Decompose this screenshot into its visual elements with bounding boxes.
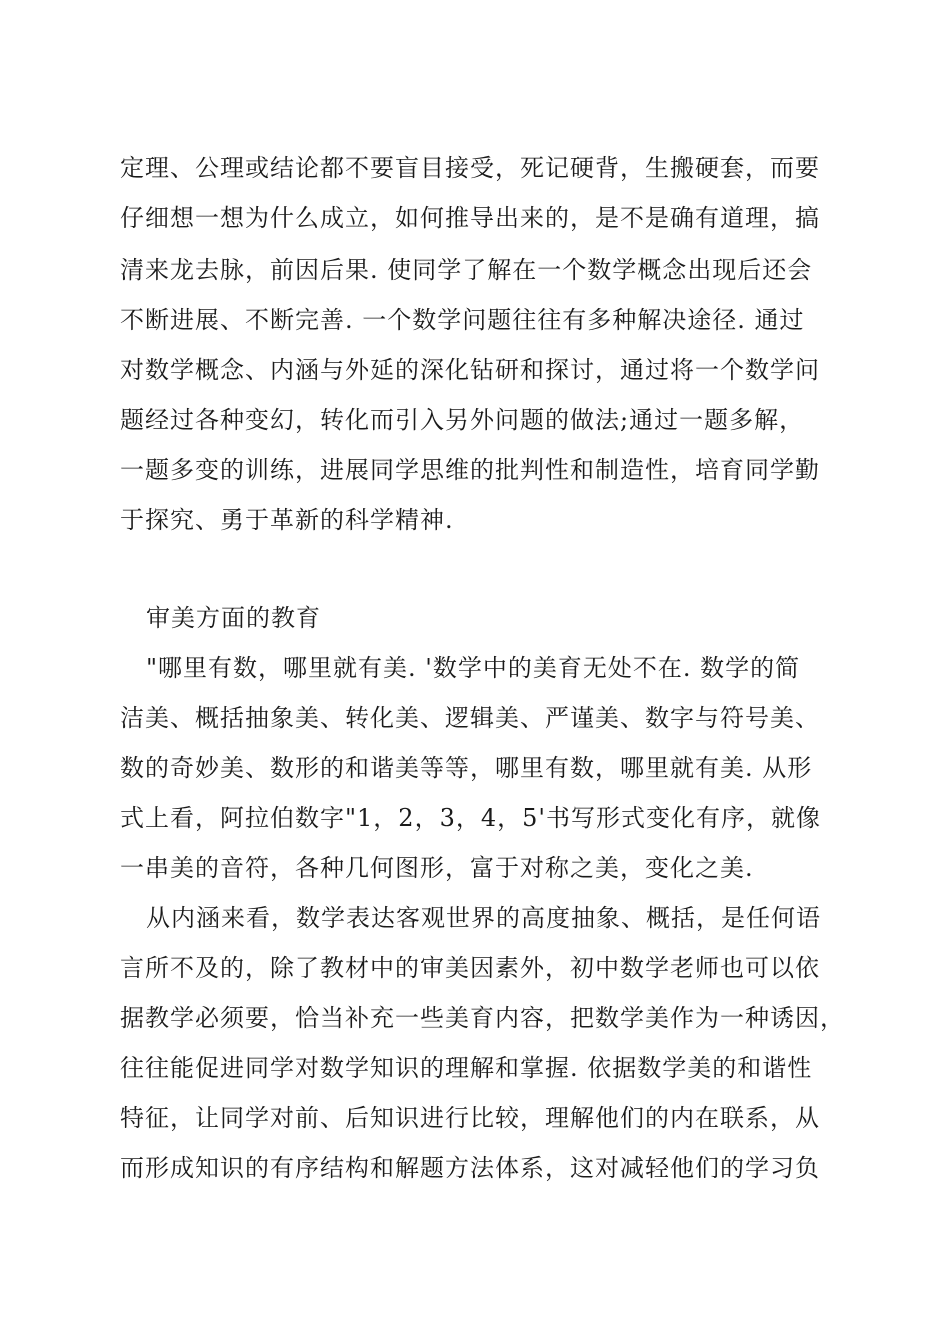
paragraph-3-line-1: 从内涵来看，数学表达客观世界的高度抽象、概括，是任何语 (146, 904, 821, 932)
section-heading: 审美方面的教育 (146, 604, 321, 632)
paragraph-2-line-2: 洁美、概括抽象美、转化美、逻辑美、严谨美、数字与符号美、 (120, 704, 820, 732)
paragraph-2-line-3: 数的奇妙美、数形的和谐美等等，哪里有数，哪里就有美. 从形 (120, 754, 813, 782)
paragraph-1-line-7: 一题多变的训练，进展同学思维的批判性和制造性，培育同学勤 (120, 456, 820, 484)
paragraph-3-line-6: 而形成知识的有序结构和解题方法体系，这对减轻他们的学习负 (120, 1154, 820, 1182)
paragraph-3-line-4: 往往能促进同学对数学知识的理解和掌握. 依据数学美的和谐性 (120, 1054, 813, 1082)
paragraph-1-line-2: 仔细想一想为什么成立，如何推导出来的，是不是确有道理，搞 (120, 204, 820, 232)
paragraph-1-line-1: 定理、公理或结论都不要盲目接受，死记硬背，生搬硬套，而要 (120, 154, 820, 182)
paragraph-2-line-1: "哪里有数，哪里就有美. '数学中的美育无处不在. 数学的简 (146, 654, 801, 682)
paragraph-1-line-3: 清来龙去脉，前因后果. 使同学了解在一个数学概念出现后还会 (120, 256, 813, 284)
paragraph-3-line-2: 言所不及的，除了教材中的审美因素外，初中数学老师也可以依 (120, 954, 820, 982)
paragraph-2-line-4: 式上看，阿拉伯数字"1，2，3，4，5'书写形式变化有序，就像 (120, 804, 821, 832)
paragraph-1-line-8: 于探究、勇于革新的科学精神. (120, 506, 454, 534)
paragraph-1-line-6: 题经过各种变幻，转化而引入另外问题的做法;通过一题多解， (120, 406, 805, 434)
paragraph-3-line-5: 特征，让同学对前、后知识进行比较，理解他们的内在联系，从 (120, 1104, 820, 1132)
paragraph-2-line-5: 一串美的音符，各种几何图形，富于对称之美，变化之美. (120, 854, 754, 882)
paragraph-1-line-5: 对数学概念、内涵与外延的深化钻研和探讨，通过将一个数学问 (120, 356, 820, 384)
paragraph-3-line-3: 据教学必须要，恰当补充一些美育内容，把数学美作为一种诱因， (120, 1004, 845, 1032)
paragraph-1-line-4: 不断进展、不断完善. 一个数学问题往往有多种解决途径. 通过 (120, 306, 805, 334)
